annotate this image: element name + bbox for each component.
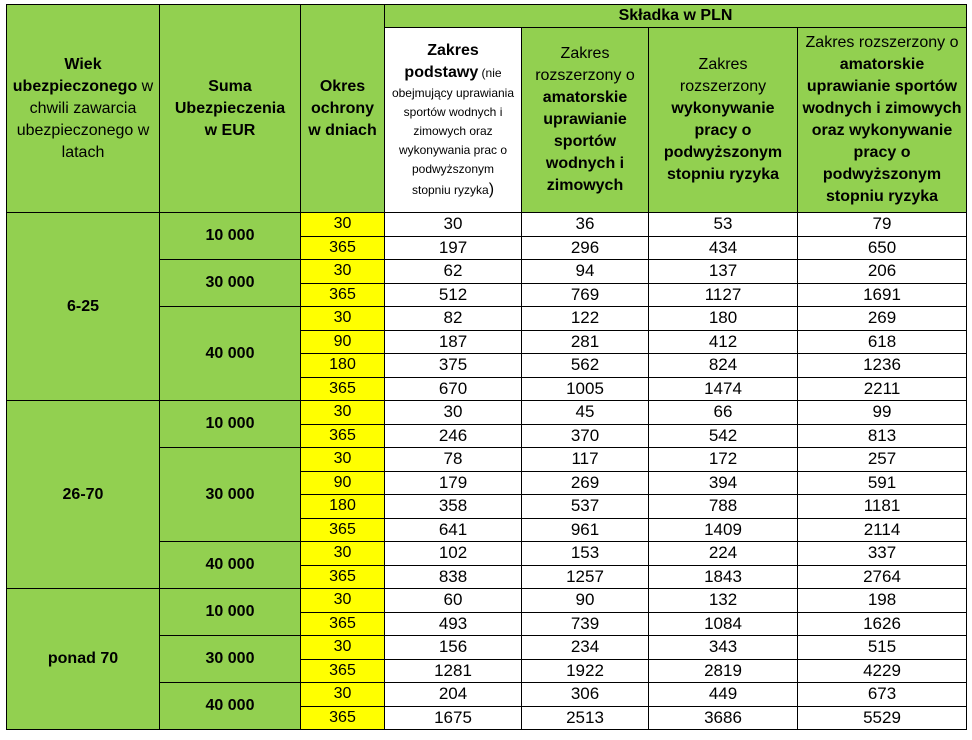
premium-value-cell: 434: [649, 236, 798, 260]
premium-value-cell: 1409: [649, 518, 798, 542]
premium-value-cell: 1236: [798, 354, 967, 378]
table-row: [7, 401, 967, 425]
period-cell: 365: [301, 565, 385, 589]
premium-value-cell: 1281: [385, 659, 522, 683]
premium-value-cell: 2764: [798, 565, 967, 589]
premium-value-cell: 3686: [649, 706, 798, 730]
sum-insured-cell: 30 000: [160, 260, 301, 307]
premium-value-cell: 1691: [798, 283, 967, 307]
period-cell: 30: [301, 636, 385, 660]
period-cell: 30: [301, 589, 385, 613]
premium-value-cell: 36: [522, 213, 649, 237]
premium-value-cell: 2211: [798, 377, 967, 401]
premium-value-cell: 137: [649, 260, 798, 284]
premium-value-cell: 281: [522, 330, 649, 354]
table-row: [7, 213, 967, 237]
premium-value-cell: 269: [798, 307, 967, 331]
premium-value-cell: 30: [385, 213, 522, 237]
premium-value-cell: 1922: [522, 659, 649, 683]
header-age-bold: Wiek ubezpieczonego: [12, 55, 138, 95]
premium-value-cell: 90: [522, 589, 649, 613]
premium-value-cell: 1675: [385, 706, 522, 730]
premium-value-cell: 62: [385, 260, 522, 284]
premium-value-cell: 650: [798, 236, 967, 260]
premium-value-cell: 537: [522, 495, 649, 519]
premium-value-cell: 394: [649, 471, 798, 495]
premium-value-cell: 515: [798, 636, 967, 660]
premium-value-cell: 66: [649, 401, 798, 425]
age-group-cell: 26-70: [7, 401, 160, 589]
premium-value-cell: 1127: [649, 283, 798, 307]
period-cell: 365: [301, 424, 385, 448]
sum-insured-cell: 40 000: [160, 307, 301, 401]
premium-value-cell: 1843: [649, 565, 798, 589]
period-cell: 30: [301, 542, 385, 566]
header-col-basic-bold: Zakres podstawy: [404, 41, 479, 81]
header-period: Okres ochrony w dniach: [301, 5, 385, 213]
premium-value-cell: 673: [798, 683, 967, 707]
period-cell: 30: [301, 448, 385, 472]
premium-value-cell: 449: [649, 683, 798, 707]
premium-value-cell: 206: [798, 260, 967, 284]
premium-value-cell: 2513: [522, 706, 649, 730]
premium-value-cell: 257: [798, 448, 967, 472]
sum-insured-cell: 10 000: [160, 401, 301, 448]
premium-value-cell: 512: [385, 283, 522, 307]
period-cell: 90: [301, 471, 385, 495]
period-cell: 365: [301, 377, 385, 401]
premium-value-cell: 53: [649, 213, 798, 237]
premium-value-cell: 670: [385, 377, 522, 401]
premium-value-cell: 306: [522, 683, 649, 707]
premium-value-cell: 412: [649, 330, 798, 354]
sum-insured-cell: 40 000: [160, 683, 301, 730]
premium-value-cell: 117: [522, 448, 649, 472]
premium-value-cell: 838: [385, 565, 522, 589]
premium-value-cell: 30: [385, 401, 522, 425]
premium-table-container: [6, 4, 967, 730]
premium-value-cell: 1005: [522, 377, 649, 401]
premium-value-cell: 542: [649, 424, 798, 448]
premium-value-cell: 375: [385, 354, 522, 378]
header-col-full-bold: amatorskie uprawianie sportów wodnych i zimowych oraz wykonywanie pracy o podwyższonym stopniu ryzyka: [802, 56, 962, 205]
premium-value-cell: 269: [522, 471, 649, 495]
period-cell: 30: [301, 401, 385, 425]
header-premium: Składka w PLN: [385, 5, 967, 28]
sum-insured-cell: 30 000: [160, 636, 301, 683]
premium-value-cell: 99: [798, 401, 967, 425]
period-cell: 365: [301, 706, 385, 730]
period-cell: 365: [301, 612, 385, 636]
sum-insured-cell: 10 000: [160, 589, 301, 636]
premium-value-cell: 132: [649, 589, 798, 613]
period-cell: 180: [301, 495, 385, 519]
premium-value-cell: 234: [522, 636, 649, 660]
premium-value-cell: 5529: [798, 706, 967, 730]
header-col-risk: [649, 28, 798, 213]
premium-value-cell: 961: [522, 518, 649, 542]
premium-value-cell: 94: [522, 260, 649, 284]
premium-value-cell: 337: [798, 542, 967, 566]
premium-value-cell: 824: [649, 354, 798, 378]
premium-value-cell: 641: [385, 518, 522, 542]
age-group-cell: ponad 70: [7, 589, 160, 730]
period-cell: 180: [301, 354, 385, 378]
period-cell: 90: [301, 330, 385, 354]
sum-insured-cell: 40 000: [160, 542, 301, 589]
premium-value-cell: 179: [385, 471, 522, 495]
premium-value-cell: 1181: [798, 495, 967, 519]
premium-value-cell: 60: [385, 589, 522, 613]
premium-value-cell: 769: [522, 283, 649, 307]
header-col-risk-bold: wykonywanie pracy o podwyższonym stopniu ryzyka: [663, 100, 783, 183]
header-col-sports: [522, 28, 649, 213]
premium-value-cell: 1626: [798, 612, 967, 636]
premium-value-cell: 122: [522, 307, 649, 331]
age-group-cell: 6-25: [7, 213, 160, 401]
premium-value-cell: 370: [522, 424, 649, 448]
header-sum: Suma Ubezpieczenia w EUR: [160, 5, 301, 213]
premium-value-cell: 246: [385, 424, 522, 448]
premium-value-cell: 739: [522, 612, 649, 636]
premium-value-cell: 591: [798, 471, 967, 495]
premium-value-cell: 198: [798, 589, 967, 613]
header-col-sports-normal: Zakres rozszerzony o: [535, 45, 635, 84]
header-col-full: [798, 28, 967, 213]
premium-value-cell: 78: [385, 448, 522, 472]
period-cell: 365: [301, 659, 385, 683]
premium-value-cell: 224: [649, 542, 798, 566]
premium-value-cell: 102: [385, 542, 522, 566]
premium-value-cell: 197: [385, 236, 522, 260]
premium-value-cell: 82: [385, 307, 522, 331]
premium-value-cell: 153: [522, 542, 649, 566]
period-cell: 365: [301, 236, 385, 260]
premium-value-cell: 2819: [649, 659, 798, 683]
premium-value-cell: 296: [522, 236, 649, 260]
header-col-basic: [385, 28, 522, 213]
premium-value-cell: 1257: [522, 565, 649, 589]
period-cell: 30: [301, 683, 385, 707]
premium-table-body: [7, 213, 967, 730]
premium-value-cell: 788: [649, 495, 798, 519]
premium-value-cell: 358: [385, 495, 522, 519]
premium-value-cell: 813: [798, 424, 967, 448]
premium-value-cell: 156: [385, 636, 522, 660]
header-col-full-normal: Zakres rozszerzony o: [805, 34, 959, 51]
header-col-basic-note: (nie obejmujący uprawiania sportów wodnych i zimowych oraz wykonywania prac o podwyższonym stopniu ryzyka: [391, 65, 515, 197]
premium-value-cell: 343: [649, 636, 798, 660]
table-row: [7, 589, 967, 613]
premium-table: [6, 4, 967, 730]
premium-value-cell: 493: [385, 612, 522, 636]
header-col-basic-close: ): [488, 180, 495, 198]
premium-value-cell: 618: [798, 330, 967, 354]
header-col-risk-normal: Zakres rozszerzony: [679, 56, 767, 95]
period-cell: 30: [301, 260, 385, 284]
premium-value-cell: 45: [522, 401, 649, 425]
period-cell: 365: [301, 283, 385, 307]
premium-value-cell: 1084: [649, 612, 798, 636]
period-cell: 30: [301, 213, 385, 237]
period-cell: 30: [301, 307, 385, 331]
period-cell: 365: [301, 518, 385, 542]
sum-insured-cell: 30 000: [160, 448, 301, 542]
header-age-rest: w chwili zawarcia ubezpieczonego w latach: [16, 77, 154, 161]
premium-value-cell: 562: [522, 354, 649, 378]
premium-value-cell: 4229: [798, 659, 967, 683]
premium-value-cell: 172: [649, 448, 798, 472]
sum-insured-cell: 10 000: [160, 213, 301, 260]
premium-value-cell: 2114: [798, 518, 967, 542]
premium-value-cell: 180: [649, 307, 798, 331]
header-col-sports-bold: amatorskie uprawianie sportów wodnych i zimowych: [542, 89, 628, 194]
premium-value-cell: 1474: [649, 377, 798, 401]
premium-value-cell: 204: [385, 683, 522, 707]
premium-value-cell: 79: [798, 213, 967, 237]
header-age: [7, 5, 160, 213]
premium-value-cell: 187: [385, 330, 522, 354]
